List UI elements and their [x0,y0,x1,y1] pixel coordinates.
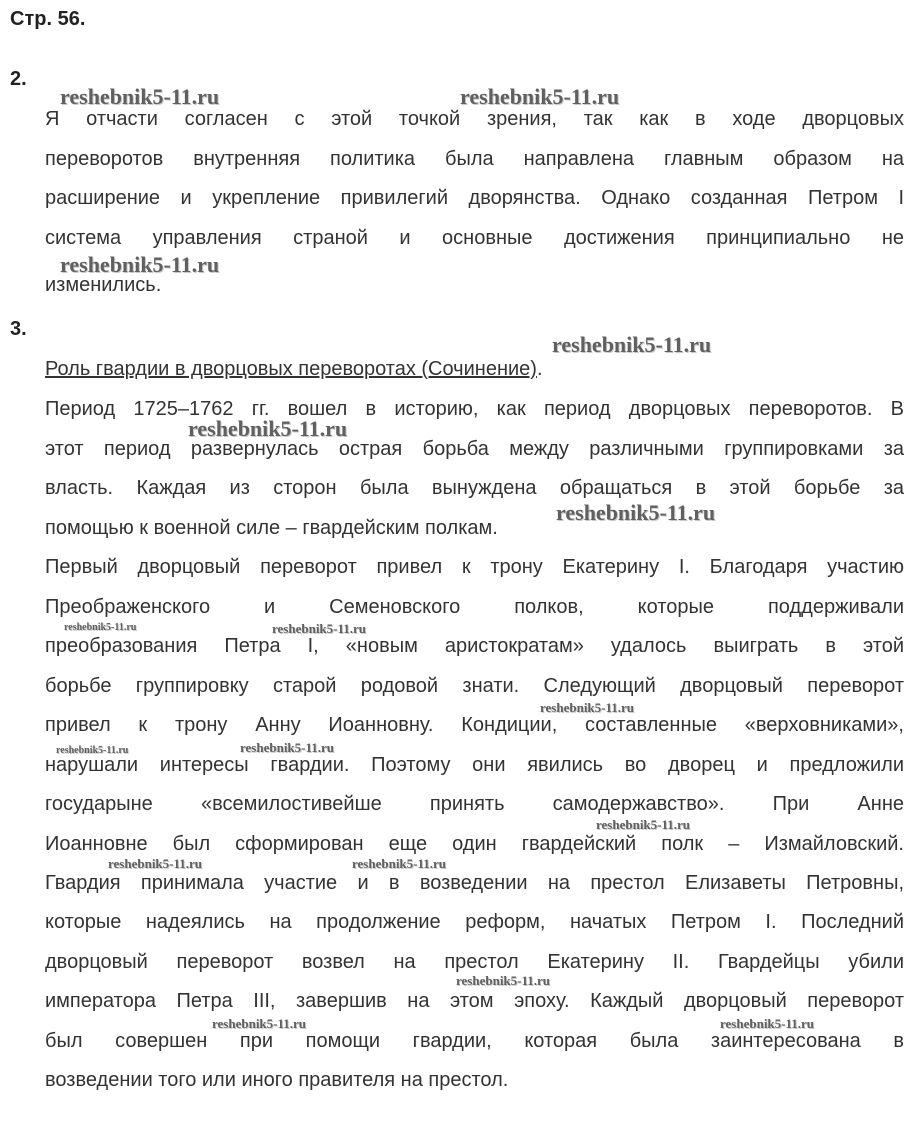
watermark: reshebnik5-11.ru [352,856,447,871]
watermark: reshebnik5-11.ru [596,817,691,832]
watermark: reshebnik5-11.ru [720,1016,815,1031]
essay-line: которые надеялись на продолжение реформ, начатых Петром I. Последний [45,911,904,933]
task-2-line: изменились. [45,274,162,296]
watermark: reshebnik5-11.ru [188,416,348,441]
watermark: reshebnik5-11.ru [212,1016,307,1031]
task-2-line: переворотов внутренняя политика была направлена главным образом на [45,148,904,170]
essay-line: Иоанновне был сформирован еще один гвардейский полк – Измайловский. [45,833,904,855]
essay-line: Гвардия принимала участие и в возведении на престол Елизаветы Петровны, [45,872,904,894]
watermark: reshebnik5-11.ru [552,332,712,357]
task-2-line: Я отчасти согласен с этой точкой зрения, так как в ходе дворцовых [45,108,904,130]
task-number-2: 2. [10,68,27,90]
essay-line: был совершен при помощи гвардии, которая была заинтересована в [45,1030,904,1052]
essay-line: государыне «всемилостивейше принять самодержавство». При Анне [45,793,904,815]
essay-line: дворцовый переворот возвел на престол Екатерину II. Гвардейцы убили [45,951,904,973]
watermark: reshebnik5-11.ru [60,252,220,277]
watermark: reshebnik5-11.ru [60,84,220,109]
watermark: reshebnik5-11.ru [56,745,129,756]
essay-line: привел к трону Анну Иоанновну. Кондиции, составленные «верховниками», [45,714,904,736]
page-title: Стр. 56. [10,8,86,30]
essay-line: борьбе группировку старой родовой знати. Следующий дворцовый переворот [45,675,904,697]
essay-line: преобразования Петра I, «новым аристократам» удалось выиграть в этой [45,635,904,657]
task-2-line: система управления страной и основные достижения принципиально не [45,227,904,249]
essay-line: власть. Каждая из сторон была вынуждена обращаться в этой борьбе за [45,477,904,499]
essay-line: императора Петра III, завершив на этом эпоху. Каждый дворцовый переворот [45,990,904,1012]
watermark: reshebnik5-11.ru [272,621,367,636]
watermark: reshebnik5-11.ru [108,856,203,871]
essay-title-period: . [536,358,543,380]
watermark: reshebnik5-11.ru [556,500,716,525]
essay-line: Преображенского и Семеновского полков, которые поддерживали [45,596,904,618]
watermark: reshebnik5-11.ru [460,84,620,109]
essay-title-text: Роль гвардии в дворцовых переворотах (Сочинение) [45,358,537,380]
watermark: reshebnik5-11.ru [240,740,335,755]
essay-line: нарушали интересы гвардии. Поэтому они явились во дворец и предложили [45,754,904,776]
essay-line: этот период развернулась острая борьба между различными группировками за [45,438,904,460]
watermark: reshebnik5-11.ru [540,700,635,715]
essay-line: возведении того или иного правителя на престол. [45,1069,509,1091]
essay-line: помощью к военной силе – гвардейским полкам. [45,517,498,539]
task-number-3: 3. [10,318,27,340]
watermark: reshebnik5-11.ru [64,622,137,633]
task-2-line: расширение и укрепление привилегий дворянства. Однако созданная Петром I [45,187,904,209]
essay-line: Период 1725–1762 гг. вошел в историю, как период дворцовых переворотов. В [45,398,904,420]
watermark: reshebnik5-11.ru [456,973,551,988]
essay-title [45,357,904,381]
essay-line: Первый дворцовый переворот привел к трону Екатерину I. Благодаря участию [45,556,904,578]
